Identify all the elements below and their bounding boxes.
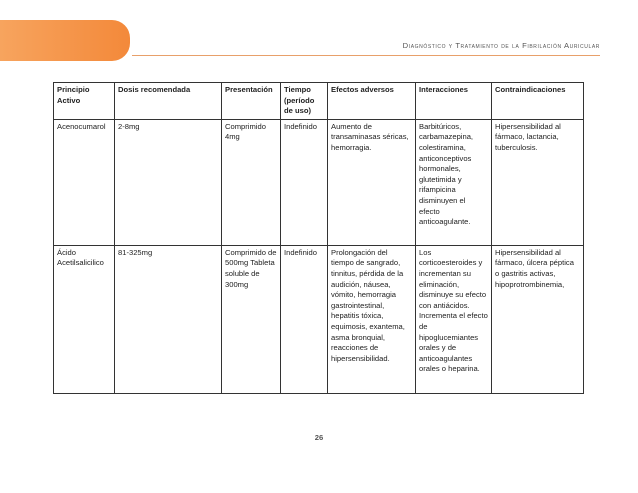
table-row [54, 119, 584, 245]
table-cell: Acenocumarol [54, 119, 115, 245]
page-number: 26 [314, 433, 324, 442]
header-accent-tab [0, 20, 130, 61]
table-cell: Indefinido [281, 245, 328, 393]
header-dosis: Dosis recomendada [115, 83, 222, 120]
document-title: Diagnóstico y Tratamiento de la Fibrilación Auricular [402, 41, 600, 50]
table-cell: 2-8mg [115, 119, 222, 245]
header-divider [132, 55, 600, 56]
header-contraindicaciones: Contraindicaciones [492, 83, 584, 120]
header-presentacion: Presentación [222, 83, 281, 120]
table-cell: Prolongación del tiempo de sangrado, tinnitus, pérdida de la audición, náusea, vómito, hemorragia gastrointestinal, hepatitis tóxica, equimosis, exantema, asma bronquial, reacciones de hipersensibilidad. [328, 245, 416, 393]
table-header-row [54, 83, 584, 120]
drug-table [53, 82, 584, 394]
header-interacciones: Interacciones [416, 83, 492, 120]
table-cell: Comprimido de 500mg Tableta soluble de 300mg [222, 245, 281, 393]
table-row [54, 245, 584, 393]
header-principio-activo: Principio Activo [54, 83, 115, 120]
table-cell: Aumento de transaminasas séricas, hemorragia. [328, 119, 416, 245]
table-cell: 81-325mg [115, 245, 222, 393]
table-cell: Indefinido [281, 119, 328, 245]
table-cell: Los corticoesteroides y incrementan su eliminación, disminuye su efecto con antiácidos. Incrementa el efecto de hipoglucemiantes orales y de anticoagulantes orales o heparina. [416, 245, 492, 393]
table-cell: Hipersensibilidad al fármaco, úlcera péptica o gastritis activas, hipoprotrombinemia, [492, 245, 584, 393]
table-cell: Barbitúricos, carbamazepina, colestiramina, anticonceptivos hormonales, glutetimida y rifampicina disminuyen el efecto anticoagulante. [416, 119, 492, 245]
table-cell: Hipersensibilidad al fármaco, lactancia, tuberculosis. [492, 119, 584, 245]
table-cell: Ácido Acetilsalicilico [54, 245, 115, 393]
header-tiempo: Tiempo (período de uso) [281, 83, 328, 120]
header-efectos-adversos: Efectos adversos [328, 83, 416, 120]
table-cell: Comprimido 4mg [222, 119, 281, 245]
